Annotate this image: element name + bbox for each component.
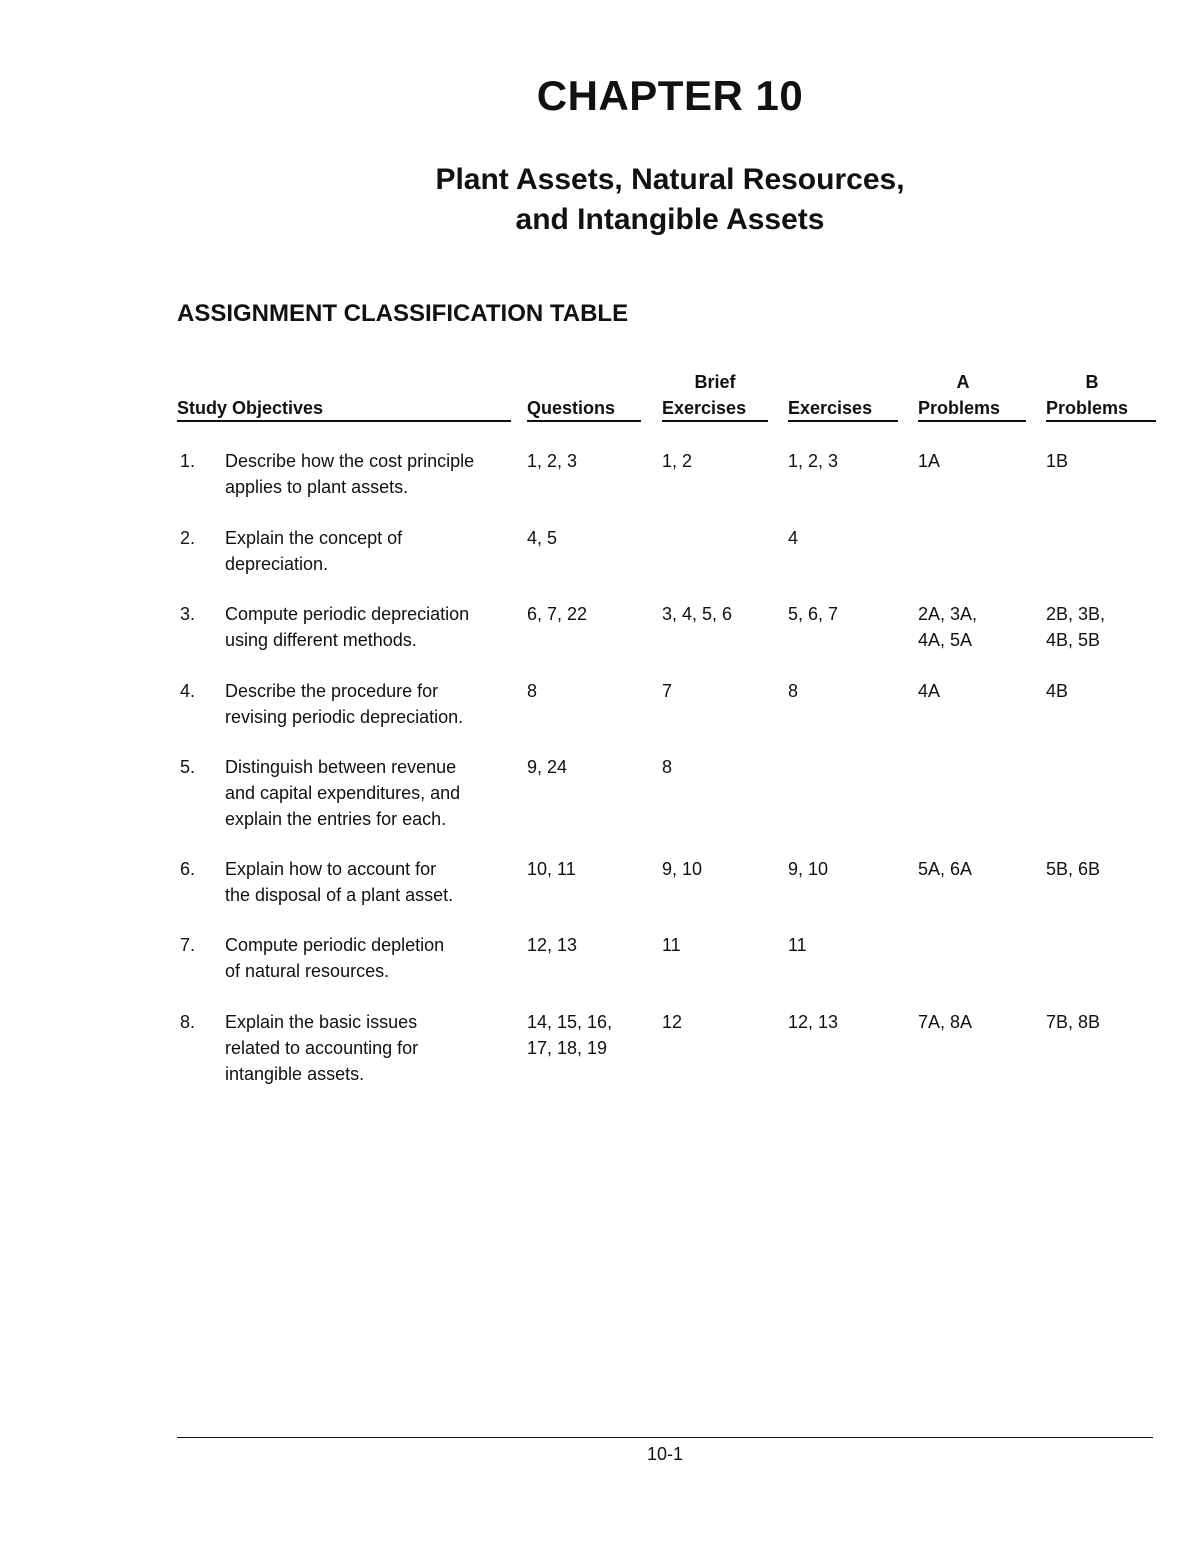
row-a-problems: 5A, 6A xyxy=(918,859,973,879)
row-a-problems: 4A xyxy=(918,681,941,701)
row-b-problems: 2B, 3B, 4B, 5B xyxy=(1046,604,1106,650)
row-number: 2. xyxy=(180,528,196,548)
row-brief-exercises: 7 xyxy=(662,681,673,701)
row-objective: Explain the basic issues related to accounting for intangible assets. xyxy=(225,1012,419,1084)
row-questions: 1, 2, 3 xyxy=(527,451,578,471)
chapter-title: CHAPTER 10 xyxy=(536,72,804,119)
footer-divider xyxy=(177,1437,1153,1438)
row-brief-exercises: 9, 10 xyxy=(662,859,703,879)
header-exercises: Exercises xyxy=(788,396,898,422)
row-objective: Describe how the cost principle applies to plant assets. xyxy=(225,451,475,497)
row-exercises: 11 xyxy=(788,935,807,955)
row-objective: Compute periodic depletion of natural resources. xyxy=(225,935,445,981)
header-b-top: B xyxy=(1085,372,1099,392)
row-objective: Describe the procedure for revising periodic depreciation. xyxy=(225,681,464,727)
row-questions: 12, 13 xyxy=(527,935,578,955)
row-b-problems: 4B xyxy=(1046,681,1069,701)
row-objective: Compute periodic depreciation using different methods. xyxy=(225,604,470,650)
header-b-problems: Problems xyxy=(1046,396,1156,422)
subtitle-line-1: Plant Assets, Natural Resources, xyxy=(435,163,905,196)
chapter-subtitle xyxy=(0,160,1200,240)
row-exercises: 1, 2, 3 xyxy=(788,451,839,471)
row-exercises: 9, 10 xyxy=(788,859,829,879)
row-a-problems: 1A xyxy=(918,451,941,471)
row-questions: 14, 15, 16, 17, 18, 19 xyxy=(527,1012,613,1058)
row-brief-exercises: 1, 2 xyxy=(662,451,693,471)
page-number: 10-1 xyxy=(646,1444,684,1464)
row-number: 1. xyxy=(180,451,196,471)
row-exercises: 5, 6, 7 xyxy=(788,604,839,624)
section-heading: ASSIGNMENT CLASSIFICATION TABLE xyxy=(177,300,629,327)
row-brief-exercises: 11 xyxy=(662,935,681,955)
row-number: 3. xyxy=(180,604,196,624)
header-brief-exercises: Exercises xyxy=(662,396,768,422)
header-a-problems: Problems xyxy=(918,396,1026,422)
row-number: 5. xyxy=(180,757,196,777)
row-exercises: 4 xyxy=(788,528,799,548)
header-a-top: A xyxy=(956,372,970,392)
row-a-problems: 7A, 8A xyxy=(918,1012,973,1032)
row-number: 8. xyxy=(180,1012,196,1032)
row-b-problems: 5B, 6B xyxy=(1046,859,1101,879)
header-study-objectives: Study Objectives xyxy=(177,396,511,422)
row-questions: 4, 5 xyxy=(527,528,558,548)
row-questions: 6, 7, 22 xyxy=(527,604,588,624)
row-exercises: 12, 13 xyxy=(788,1012,839,1032)
row-a-problems: 2A, 3A, 4A, 5A xyxy=(918,604,978,650)
row-objective: Explain the concept of depreciation. xyxy=(225,528,403,574)
row-objective: Distinguish between revenue and capital expenditures, and explain the entries for each. xyxy=(225,757,461,829)
row-questions: 8 xyxy=(527,681,538,701)
row-b-problems: 7B, 8B xyxy=(1046,1012,1101,1032)
row-number: 6. xyxy=(180,859,196,879)
row-b-problems: 1B xyxy=(1046,451,1069,471)
header-questions: Questions xyxy=(527,396,641,422)
row-exercises: 8 xyxy=(788,681,799,701)
row-brief-exercises: 3, 4, 5, 6 xyxy=(662,604,733,624)
subtitle-line-2: and Intangible Assets xyxy=(515,203,825,236)
row-number: 4. xyxy=(180,681,196,701)
row-brief-exercises: 8 xyxy=(662,757,673,777)
row-brief-exercises: 12 xyxy=(662,1012,683,1032)
row-objective: Explain how to account for the disposal of a plant asset. xyxy=(225,859,454,905)
row-number: 7. xyxy=(180,935,196,955)
header-brief-top: Brief xyxy=(694,372,736,392)
row-questions: 10, 11 xyxy=(527,859,576,879)
row-questions: 9, 24 xyxy=(527,757,568,777)
